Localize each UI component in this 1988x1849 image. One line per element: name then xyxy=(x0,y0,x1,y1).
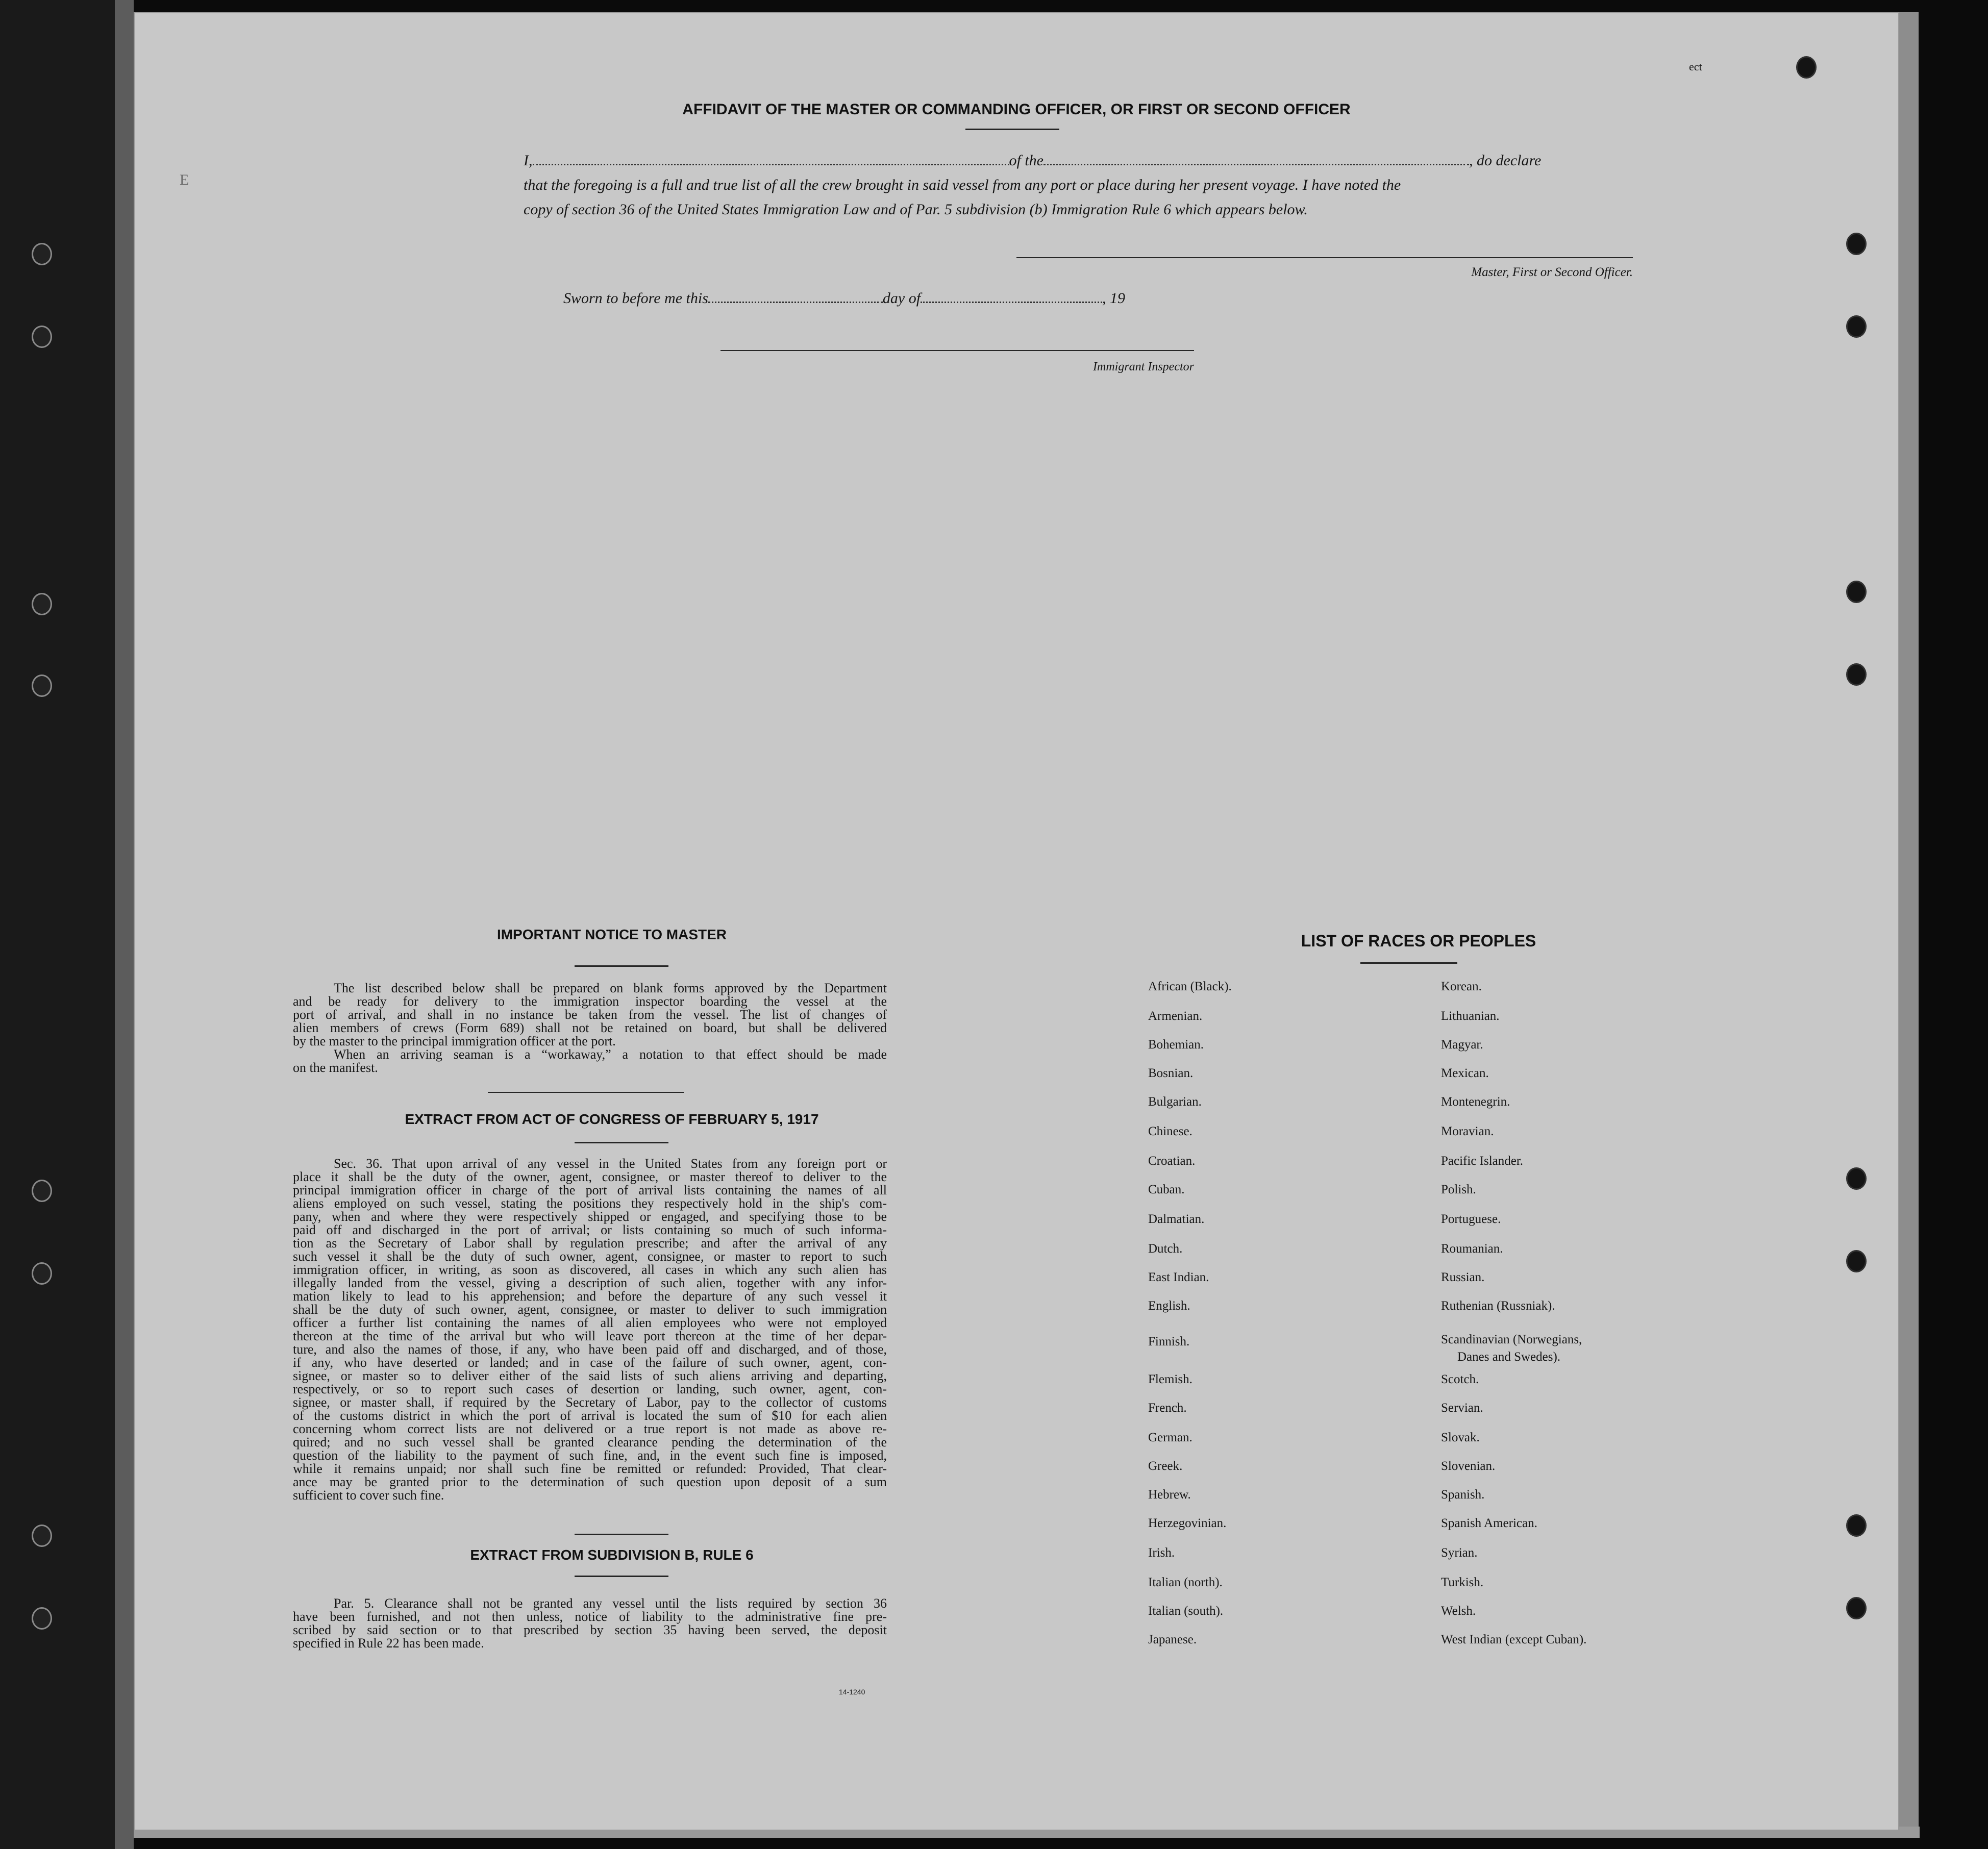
punch-hole-icon xyxy=(1846,315,1867,338)
extract-line: Sec. 36. That upon arrival of any vessel in the United States from any foreign port or xyxy=(334,1156,887,1171)
extract-line: question of the liability to the payment of such fine, and, in the event such fine is imposed, xyxy=(293,1448,887,1463)
race-item: Welsh. xyxy=(1441,1604,1476,1618)
binder-hole-icon xyxy=(32,243,52,265)
race-item: Scotch. xyxy=(1441,1372,1479,1386)
race-item: Slovenian. xyxy=(1441,1459,1496,1473)
notice-line: by the master to the principal immigration officer at the port. xyxy=(293,1034,616,1048)
notice-line: port of arrival, and shall in no instance be taken from the vessel. The list of changes of xyxy=(293,1007,887,1022)
i-label: I, xyxy=(524,152,533,169)
race-item: Dalmatian. xyxy=(1148,1212,1205,1226)
punch-hole-icon xyxy=(1846,1167,1867,1190)
extract-line: have been furnished, and not then unless, notice of liability to the administrative fine pre- xyxy=(293,1609,887,1624)
race-item: Mexican. xyxy=(1441,1066,1489,1080)
act-extract-body xyxy=(293,1157,887,1502)
binder-hole-icon xyxy=(32,1262,52,1285)
scanner-left-edge xyxy=(0,0,134,1849)
race-item: Bosnian. xyxy=(1148,1066,1194,1080)
extract-line: aliens employed on such vessel, stating the positions they respectively hold in the ship's com- xyxy=(293,1196,887,1211)
races-divider xyxy=(1360,962,1457,964)
extract-line: illegally landed from the vessel, giving a description of such alien, together with any infor- xyxy=(293,1276,887,1290)
races-title: LIST OF RACES OR PEOPLES xyxy=(1301,932,1536,950)
race-item-continuation: Danes and Swedes). xyxy=(1457,1350,1561,1364)
extract-line: principal immigration officer in charge of the port of arrival lists containing the names of all xyxy=(293,1183,887,1197)
extract-line: respectively, or so to report such cases of desertion or landing, such owner, agent, con- xyxy=(293,1382,887,1396)
punch-hole-icon xyxy=(1846,1514,1867,1537)
month-blank xyxy=(921,302,1102,303)
race-item: Greek. xyxy=(1148,1459,1183,1473)
rule-extract-body xyxy=(293,1597,887,1650)
margin-mark: E xyxy=(180,171,189,188)
race-item: Servian. xyxy=(1441,1401,1483,1415)
margin-mark: ect xyxy=(1689,60,1702,73)
race-item: West Indian (except Cuban). xyxy=(1441,1633,1587,1646)
notice-title: IMPORTANT NOTICE TO MASTER xyxy=(496,927,727,942)
race-item: Montenegrin. xyxy=(1441,1095,1510,1109)
title-divider xyxy=(965,129,1059,130)
binder-hole-icon xyxy=(32,326,52,348)
extract-line: quired; and no such vessel shall be granted clearance pending the determination of the xyxy=(293,1435,887,1450)
binder-hole-icon xyxy=(32,1607,52,1630)
race-item: German. xyxy=(1148,1431,1192,1444)
race-item: Irish. xyxy=(1148,1546,1175,1560)
race-item: Slovak. xyxy=(1441,1431,1480,1444)
extract-line: thereon at the time of the arrival but who will leave port thereon at the time of her depar- xyxy=(293,1329,887,1343)
document-page xyxy=(134,12,1899,1831)
race-item: Flemish. xyxy=(1148,1372,1192,1386)
extract-line: immigration officer, in writing, as soon as discovered, all cases in which any such alien has xyxy=(293,1262,887,1277)
race-item: Bulgarian. xyxy=(1148,1095,1202,1109)
extract-line: ance may be granted prior to the determination of such question upon deposit of a sum xyxy=(293,1475,887,1489)
race-item: African (Black). xyxy=(1148,980,1232,993)
race-item: Turkish. xyxy=(1441,1576,1484,1589)
form-number: 14-1240 xyxy=(839,1688,865,1696)
of-the-label: of the xyxy=(1009,152,1043,169)
extract-line: while it remains unpaid; nor shall such fine be remitted or refunded: Provided, That clear- xyxy=(293,1461,887,1476)
notice-line: and be ready for delivery to the immigration inspector boarding the vessel at the xyxy=(293,994,887,1009)
race-item: Roumanian. xyxy=(1441,1242,1503,1256)
extract-line: officer a further list containing the names of all alien employees who were not employed xyxy=(293,1315,887,1330)
rule-title-divider xyxy=(575,1576,668,1577)
day-of-label: day of xyxy=(882,290,921,307)
extract-line: Par. 5. Clearance shall not be granted any vessel until the lists required by section 36 xyxy=(334,1596,887,1611)
extract-line: if any, who have deserted or landed; and in case of the failure of such owner, agent, con- xyxy=(293,1355,887,1370)
section-divider xyxy=(488,1092,684,1093)
race-item: Italian (south). xyxy=(1148,1604,1224,1618)
notice-divider xyxy=(575,965,668,967)
race-item: Armenian. xyxy=(1148,1009,1203,1023)
extract-line: mation likely to lead to his apprehension; and before the departure of any such vessel it xyxy=(293,1289,887,1304)
race-item: Spanish. xyxy=(1441,1488,1485,1502)
race-item: East Indian. xyxy=(1148,1270,1209,1284)
race-item: Italian (north). xyxy=(1148,1576,1223,1589)
race-item: Magyar. xyxy=(1441,1038,1483,1052)
vessel-blank xyxy=(1043,164,1469,165)
extract-line: specified in Rule 22 has been made. xyxy=(293,1636,484,1651)
notice-line: The list described below shall be prepared on blank forms approved by the Department xyxy=(334,981,887,995)
race-item: Dutch. xyxy=(1148,1242,1183,1256)
punch-hole-icon xyxy=(1796,56,1817,79)
extract-line: signee, or master so to deliver either of the said lists of such aliens arriving and departing, xyxy=(293,1368,887,1383)
affidavit-body-line: copy of section 36 of the United States Immigration Law and of Par. 5 subdivision (b) Immigration Rule 6 which appears below. xyxy=(524,201,1308,218)
extract-line: concerning whom correct lists are not delivered or a true report is not made as above re- xyxy=(293,1421,887,1436)
punch-hole-icon xyxy=(1846,663,1867,686)
rule-extract-title: EXTRACT FROM SUBDIVISION B, RULE 6 xyxy=(470,1547,754,1563)
race-item: Cuban. xyxy=(1148,1183,1185,1196)
extract-line: scribed by said section or to that prescribed by section 35 having been served, the deposit xyxy=(293,1622,887,1637)
binder-hole-icon xyxy=(32,674,52,697)
race-item: Moravian. xyxy=(1441,1125,1494,1138)
extract-line: sufficient to cover such fine. xyxy=(293,1488,444,1503)
affidavit-title: AFFIDAVIT OF THE MASTER OR COMMANDING OFFICER, OR FIRST OR SECOND OFFICER xyxy=(682,101,1351,118)
do-declare-label: , do declare xyxy=(1469,152,1542,169)
race-item: Russian. xyxy=(1441,1270,1485,1284)
act-divider xyxy=(575,1142,668,1143)
year-prefix: , 19 xyxy=(1102,290,1126,307)
race-item: Croatian. xyxy=(1148,1154,1196,1168)
punch-hole-icon xyxy=(1846,1597,1867,1619)
notice-line: on the manifest. xyxy=(293,1060,378,1075)
race-item: Korean. xyxy=(1441,980,1482,993)
binder-hole-icon xyxy=(32,1525,52,1547)
extract-line: signee, or master shall, if required by the Secretary of Labor, pay to the collector of customs xyxy=(293,1395,887,1410)
rule-divider xyxy=(575,1534,668,1535)
inspector-signature-line xyxy=(720,350,1194,351)
inspector-label: Immigrant Inspector xyxy=(1093,360,1194,373)
binder-hole-icon xyxy=(32,593,52,615)
name-blank xyxy=(533,164,1009,165)
extract-line: paid off and discharged in the port of arrival; or lists containing so much of such informa- xyxy=(293,1222,887,1237)
race-item: French. xyxy=(1148,1401,1187,1415)
officer-signature-line xyxy=(1016,257,1633,258)
race-item: Finnish. xyxy=(1148,1335,1190,1348)
punch-hole-icon xyxy=(1846,1250,1867,1272)
race-item: Chinese. xyxy=(1148,1125,1192,1138)
extract-line: tion as the Secretary of Labor shall by regulation prescribe; and after the arrival of any xyxy=(293,1236,887,1251)
punch-hole-icon xyxy=(1846,233,1867,255)
race-item: Lithuanian. xyxy=(1441,1009,1500,1023)
race-item: Spanish American. xyxy=(1441,1516,1537,1530)
race-item: Hebrew. xyxy=(1148,1488,1191,1502)
race-item: Japanese. xyxy=(1148,1633,1197,1646)
punch-hole-icon xyxy=(1846,581,1867,603)
binding-edge xyxy=(115,0,134,1849)
act-extract-title: EXTRACT FROM ACT OF CONGRESS OF FEBRUARY 5, 1917 xyxy=(405,1111,819,1127)
notice-line: When an arriving seaman is a “workaway,” a notation to that effect should be made xyxy=(334,1047,887,1062)
extract-line: of the customs district in which the port of arrival is located the sum of $10 for each alien xyxy=(293,1408,887,1423)
extract-line: pany, when and where they were respectively shipped or engaged, and specifying those to be xyxy=(293,1209,887,1224)
extract-line: place it shall be the duty of the owner, agent, consignee, or master thereof to deliver to the xyxy=(293,1169,887,1184)
race-item: Portuguese. xyxy=(1441,1212,1501,1226)
notice-line: alien members of crews (Form 689) shall not be retained on board, but shall be delivered xyxy=(293,1020,887,1035)
race-item: Bohemian. xyxy=(1148,1038,1204,1052)
race-item: Herzegovinian. xyxy=(1148,1516,1227,1530)
race-item: English. xyxy=(1148,1299,1190,1313)
extract-line: ture, and also the names of those, if any, who have been paid off and discharged, and of those, xyxy=(293,1342,887,1357)
race-item: Scandinavian (Norwegians, xyxy=(1441,1333,1582,1346)
extract-line: shall be the duty of such owner, agent, consignee, or master to deliver to such immigration xyxy=(293,1302,887,1317)
sworn-line xyxy=(563,290,1125,307)
race-item: Pacific Islander. xyxy=(1441,1154,1524,1168)
affidavit-declaration-line xyxy=(524,152,1646,169)
officer-signature-label: Master, First or Second Officer. xyxy=(1471,265,1633,279)
extract-line: such vessel it shall be the duty of such owner, agent, consignee, or master to report to such xyxy=(293,1249,887,1264)
page-right-edge xyxy=(1897,12,1919,1829)
race-item: Polish. xyxy=(1441,1183,1476,1196)
sworn-label: Sworn to before me this xyxy=(563,290,708,307)
race-item: Syrian. xyxy=(1441,1546,1478,1560)
notice-body xyxy=(293,982,887,1075)
race-item: Ruthenian (Russniak). xyxy=(1441,1299,1555,1313)
affidavit-body-line: that the foregoing is a full and true list of all the crew brought in said vessel from any port or place during her present voyage. I have noted the xyxy=(524,177,1401,193)
day-blank xyxy=(708,302,883,303)
binder-hole-icon xyxy=(32,1180,52,1202)
